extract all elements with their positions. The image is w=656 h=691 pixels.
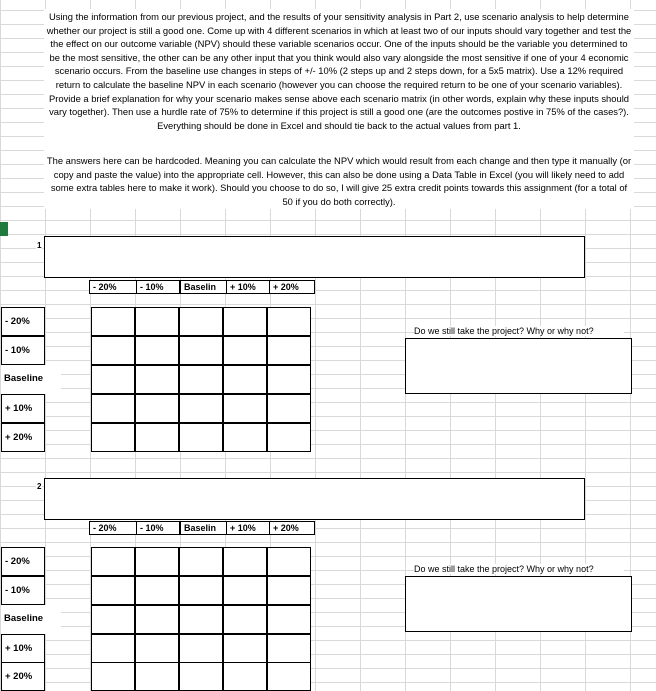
matrix-cell[interactable] [267,605,311,634]
row-header-baseline: Baseline [1,605,61,634]
matrix-cell[interactable] [91,365,135,394]
matrix-cell[interactable] [91,336,135,365]
column-header-minus-10: - 10% [136,280,180,294]
matrix-cell[interactable] [91,394,135,423]
column-header-plus-10: + 10% [226,521,270,535]
matrix-cell[interactable] [91,547,135,576]
matrix-cell[interactable] [223,423,267,452]
matrix-cell[interactable] [179,423,223,452]
row-header-plus-20: + 20% [1,662,45,691]
matrix-cell[interactable] [179,662,223,691]
column-header-minus-20: - 20% [89,521,137,535]
column-header-plus-20: + 20% [269,280,315,294]
matrix-cell[interactable] [135,423,179,452]
matrix-cell[interactable] [267,394,311,423]
matrix-cell[interactable] [179,365,223,394]
column-header-minus-20: - 20% [89,280,137,294]
matrix-cell[interactable] [223,365,267,394]
matrix-cell[interactable] [135,394,179,423]
decision-question: Do we still take the project? Why or why not? [414,326,624,336]
row-indicator [0,222,8,236]
matrix-cell[interactable] [91,634,135,663]
matrix-cell[interactable] [179,547,223,576]
instructions-paragraph-1: Using the information from our previous project, and the results of your sensitivity analysis in Part 2, use scenario analysis to help determine whether our project is still a good one. Come up with 4 different scenarios in which at least two of our inputs should vary together and test the the effect on our outcome variable (NPV) should these variable scenarios occur. One of the inputs should be the variable you determined to be the most sensitive, the other can be any other input that you think would also vary alongside the most sensitive if one of your 4 economic scenario occurs. From the baseline use changes in steps of +/- 10% (2 steps up and 2 steps down, for a 5x5 matrix). Use a 12% required return to calculate the baseline NPV in each scenario (however you can choose the required return to be one of your scenario variables). Provide a brief explanation for why your scenario makes sense above each scenario matrix (in other words, explain why these inputs should vary together). Then use a hurdle rate of 75% to determine if this project is still a good one (are the outcomes postive in 75% of the cases?). Everything should be done in Excel and should tie back to the actual values from part 1. [44,9,634,155]
scenario-number: 1 [37,241,42,250]
matrix-cell[interactable] [91,605,135,634]
matrix-cell[interactable] [179,605,223,634]
row-header-minus-10: - 10% [1,336,45,365]
row-header-plus-10: + 10% [1,634,45,663]
row-header-plus-20: + 20% [1,423,45,452]
decision-answer-box[interactable] [405,338,632,394]
matrix-cell[interactable] [135,547,179,576]
matrix-cell[interactable] [135,662,179,691]
row-header-minus-20: - 20% [1,307,45,336]
decision-answer-box[interactable] [405,576,632,632]
instructions-paragraph-2: The answers here can be hardcoded. Meaning you can calculate the NPV which would result from each change and then type it manually (or copy and paste the value) into the appropriate cell. However, this can also be done using a Data Table in Excel (you will likely need to add some extra tables here to make it work). Should you choose to do so, I will give 25 extra credit points towards this assignment (for a total of 50 if you do both correctly). [44,153,634,209]
matrix-cell[interactable] [267,576,311,605]
scenario-explanation-box[interactable] [44,236,585,278]
column-header-baseline: Baselin [180,521,227,535]
decision-question: Do we still take the project? Why or why not? [414,564,624,574]
matrix-cell[interactable] [135,634,179,663]
row-header-minus-10: - 10% [1,576,45,605]
matrix-cell[interactable] [91,576,135,605]
matrix-cell[interactable] [267,547,311,576]
matrix-cell[interactable] [135,336,179,365]
matrix-cell[interactable] [179,576,223,605]
matrix-cell[interactable] [223,547,267,576]
matrix-cell[interactable] [267,634,311,663]
matrix-cell[interactable] [223,662,267,691]
matrix-cell[interactable] [223,605,267,634]
matrix-cell[interactable] [267,423,311,452]
row-header-baseline: Baseline [1,365,61,394]
row-header-plus-10: + 10% [1,394,45,423]
matrix-cell[interactable] [267,365,311,394]
matrix-cell[interactable] [223,634,267,663]
matrix-cell[interactable] [267,336,311,365]
matrix-cell[interactable] [91,307,135,336]
matrix-cell[interactable] [135,365,179,394]
row-header-minus-20: - 20% [1,547,45,576]
matrix-cell[interactable] [223,307,267,336]
matrix-cell[interactable] [223,394,267,423]
column-header-minus-10: - 10% [136,521,180,535]
matrix-cell[interactable] [223,336,267,365]
scenario-number: 2 [37,482,42,491]
column-header-baseline: Baselin [180,280,227,294]
scenario-explanation-box[interactable] [44,478,585,520]
matrix-cell[interactable] [91,423,135,452]
matrix-cell[interactable] [135,307,179,336]
column-header-plus-10: + 10% [226,280,270,294]
column-header-plus-20: + 20% [269,521,315,535]
matrix-cell[interactable] [179,336,223,365]
matrix-cell[interactable] [179,634,223,663]
matrix-cell[interactable] [223,576,267,605]
matrix-cell[interactable] [179,307,223,336]
matrix-cell[interactable] [135,605,179,634]
matrix-cell[interactable] [267,307,311,336]
matrix-cell[interactable] [135,576,179,605]
matrix-cell[interactable] [91,662,135,691]
matrix-cell[interactable] [179,394,223,423]
matrix-cell[interactable] [267,662,311,691]
